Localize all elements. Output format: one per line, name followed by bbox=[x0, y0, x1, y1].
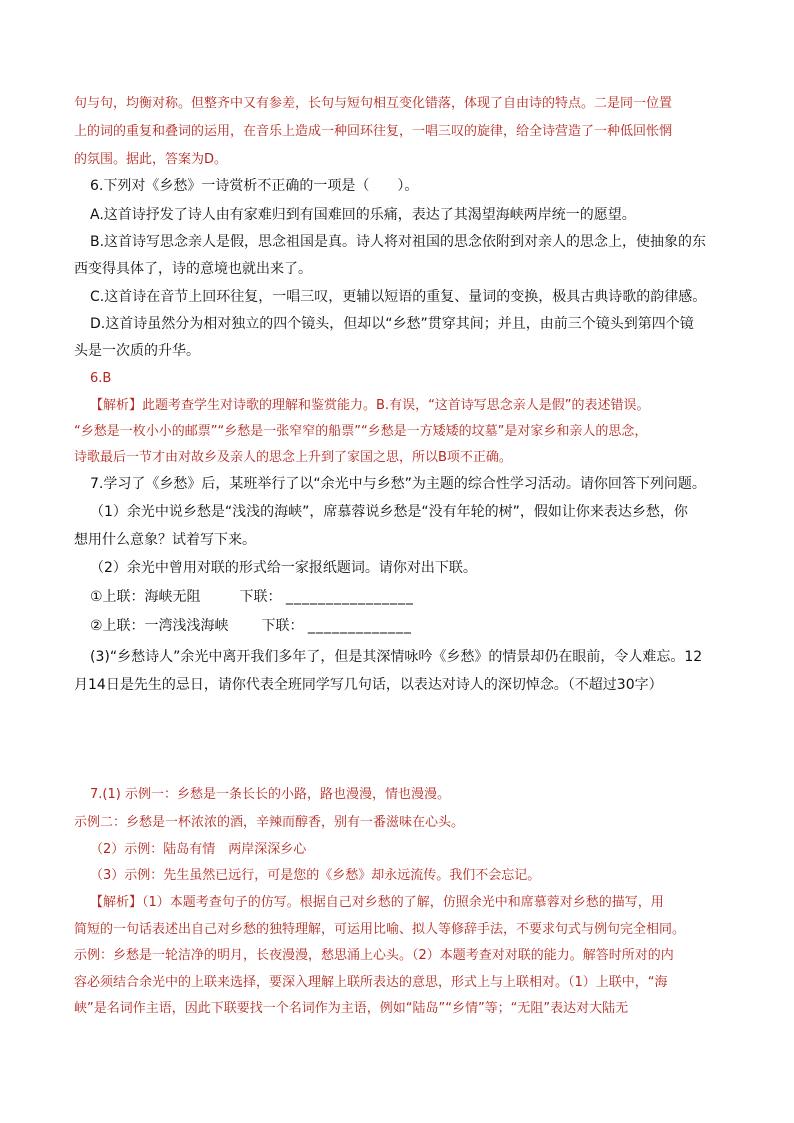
q7-sub1: （1）余光中说乡愁是“浅浅的海峡”，席慕蓉说乡愁是“没有年轮的树”，假如让你来表达乡愁，你 bbox=[90, 504, 688, 520]
q6-analysis-line: 诗歌最后一节才由对故乡及亲人的思念上升到了家国之思，所以B项不正确。 bbox=[74, 450, 512, 465]
prev-explanation-line: 句与句，均衡对称。但整齐中又有参差，长句与短句相互变化错落，体现了自由诗的特点。二是同一位置 bbox=[74, 96, 673, 111]
q7-sub3: (3)“乡愁诗人”余光中离开我们多年了，但是其深情咏吟《乡愁》的情景却仍在眼前，令人难忘。12 bbox=[90, 649, 703, 665]
prev-explanation-line: 的氛围。据此，答案为D。 bbox=[74, 152, 228, 167]
q7-analysis-line: 简短的一句话表述出自己对乡愁的独特理解，可运用比喻、拟人等修辞手法，不要求句式与例句完全相同。 bbox=[74, 922, 686, 937]
couplet1-upper: ①上联：海峡无阻 bbox=[90, 589, 201, 605]
q6-option-b-cont: 西变得具体了，诗的意境也就出来了。 bbox=[74, 261, 312, 277]
q7-sub2: （2）余光中曾用对联的形式给一家报纸题词。请你对出下联。 bbox=[90, 560, 477, 576]
q7-analysis-line: 容必须结合余光中的上联来选择，要深入理解上联所表达的意思，形式上与上联相对。（1）上联中，“海 bbox=[74, 975, 668, 990]
couplet2-lower-label: 下联： bbox=[261, 618, 304, 634]
q7-answer-3: （2）示例：陆岛有情 两岸深深乡心 bbox=[90, 842, 307, 857]
prev-explanation-line: 上的词的重复和叠词的运用，在音乐上造成一种回环往复，一唱三叹的旋律，给全诗营造了一种低回怅惘 bbox=[74, 124, 673, 139]
q6-analysis-line: “乡愁是一枚小小的邮票”“乡愁是一张窄窄的船票”“乡愁是一方矮矮的坟墓”是对家乡和亲人的思念， bbox=[74, 424, 648, 439]
q7-answer-2: 示例二：乡愁是一杯浓浓的酒，辛辣而醇香，别有一番滋味在心头。 bbox=[74, 815, 465, 830]
couplet2-blank: _____________ bbox=[307, 618, 412, 634]
q7-analysis bbox=[90, 893, 664, 913]
analysis-text: 此题考查学生对诗歌的理解和鉴赏能力。B.有误，“这首诗写思念亲人是假”的表述错误。 bbox=[142, 398, 650, 413]
couplet1-blank: ________________ bbox=[285, 589, 414, 605]
q6-option-a: A.这首诗抒发了诗人由有家难归到有国难回的乐痛，表达了其渴望海峡两岸统一的愿望。 bbox=[90, 207, 636, 223]
q7-stem: 7.学习了《乡愁》后，某班举行了以“余光中与乡愁”为主题的综合性学习活动。请你回答下列问题。 bbox=[90, 476, 706, 492]
analysis-tag: 【解析】 bbox=[90, 398, 143, 413]
q6-option-d: D.这首诗虽然分为相对独立的四个镜头，但却以“乡愁”贯穿其间；并且，由前三个镜头到第四个镜 bbox=[90, 316, 694, 332]
q7-sub1-cont: 想用什么意象？试着写下来。 bbox=[74, 532, 256, 548]
q7-answer-4: （3）示例：先生虽然已远行，可是您的《乡愁》却永远流传。我们不会忘记。 bbox=[90, 868, 541, 883]
q7-analysis-line: 示例：乡愁是一轮洁净的明月，长夜漫漫，愁思涌上心头。（2）本题考查对对联的能力。解答时所对的内 bbox=[74, 948, 674, 963]
q6-option-d-cont: 头是一次质的升华。 bbox=[74, 343, 200, 359]
q6-stem: 6.下列对《乡愁》一诗赏析不正确的一项是（ ）。 bbox=[90, 178, 419, 194]
analysis-tag: 【解析】 bbox=[90, 895, 143, 910]
q7-sub3-cont: 月14日是先生的忌日，请你代表全班同学写几句话，以表达对诗人的深切悼念。（不超过30字） bbox=[74, 677, 663, 693]
couplet1-lower-label: 下联： bbox=[239, 589, 282, 605]
analysis-text: （1）本题考查句子的仿写。根据自己对乡愁的了解，仿照余光中和席慕蓉对乡愁的描写，用 bbox=[142, 895, 664, 910]
q7-analysis-line: 峡”是名词作主语，因此下联要找一个名词作为主语，例如“陆岛”“乡情”等；“无阻”表达对大陆无 bbox=[74, 1001, 629, 1016]
q7-answer-1: 7.(1) 示例一：乡愁是一条长长的小路，路也漫漫，情也漫漫。 bbox=[90, 787, 450, 802]
q6-answer: 6.B bbox=[90, 371, 112, 386]
q6-option-b: B.这首诗写思念亲人是假，思念祖国是真。诗人将对祖国的思念依附到对亲人的思念上，使抽象的东 bbox=[90, 234, 707, 250]
q7-couplet2 bbox=[90, 616, 412, 636]
q6-option-c: C.这首诗在音节上回环往复，一唱三叹，更辅以短语的重复、量词的变换，极具古典诗歌的韵律感。 bbox=[90, 289, 707, 305]
q7-couplet1 bbox=[90, 587, 414, 607]
q6-analysis bbox=[90, 396, 650, 416]
couplet2-upper: ②上联：一湾浅浅海峡 bbox=[90, 618, 229, 634]
